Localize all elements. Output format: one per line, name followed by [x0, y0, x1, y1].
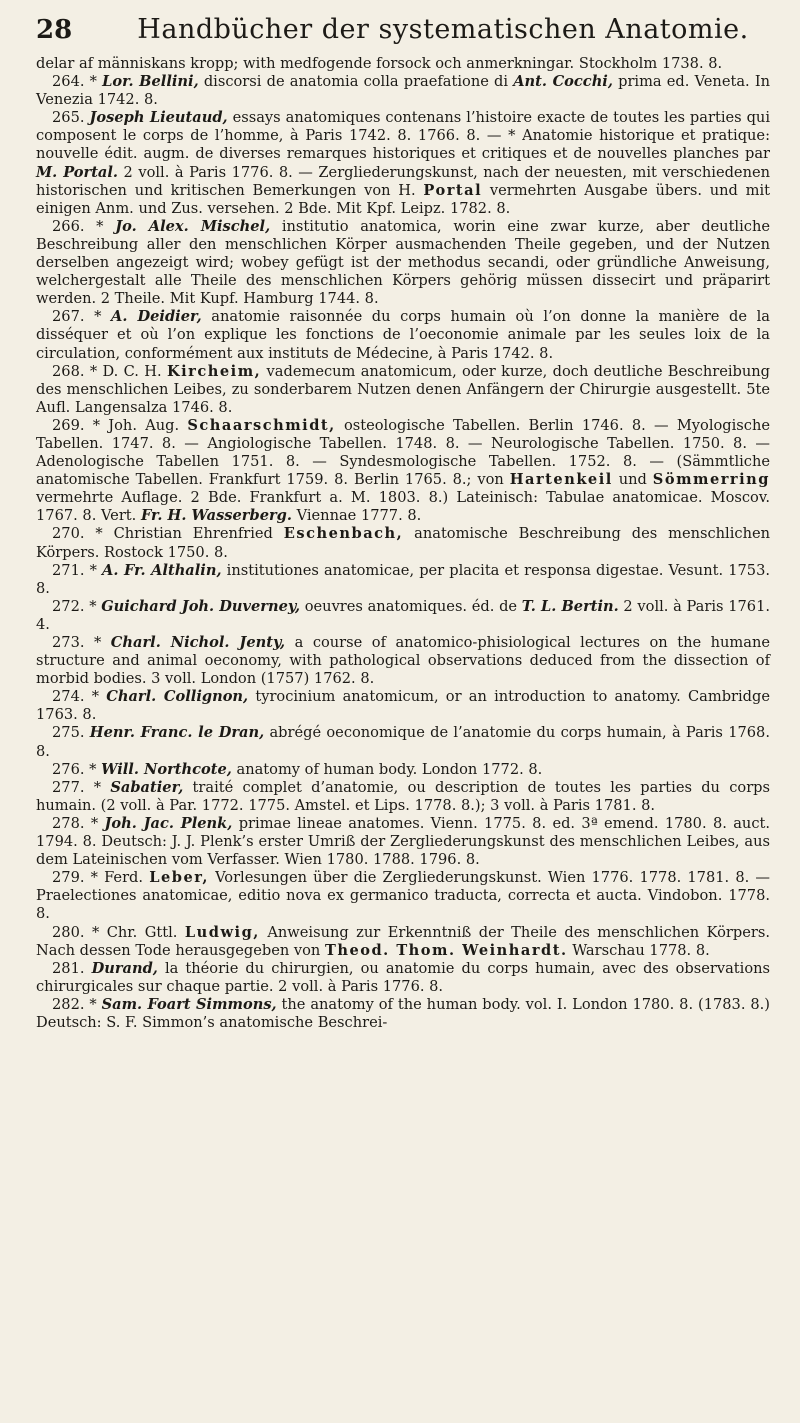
entry-text: Anweisung zur Erkenntniß der Theile des menschlichen Körpers. Nach dessen Tode herausgegeben von	[36, 923, 770, 959]
entry-text: 277. *	[52, 778, 111, 796]
bibliography-entry	[36, 996, 770, 1032]
bibliography-entry	[36, 109, 770, 218]
entry-text: 266. *	[52, 217, 116, 235]
bibliography-entry	[36, 562, 770, 598]
entry-text: 280. * Chr. Gttl.	[52, 923, 185, 941]
entry-text: institutiones anatomicae, per placita et responsa digestae. Vesunt. 1753. 8.	[36, 561, 770, 597]
entry-text: osteologische Tabellen. Berlin 1746. 8. — Myologische Tabellen. 1747. 8. — Angiologische Tabellen. 1748. 8. — Neurologische Tabellen. 1750. 8. — Adenologische Tabellen 1751. 8. — Syndesmologische Tabellen. 1752. 8. — (Sämmtliche anatomische Tabellen. Frankfurt 1759. 8. Berlin 1765. 8.; von	[36, 416, 770, 489]
entry-text: 282. *	[52, 995, 102, 1013]
entry-continuation	[36, 55, 770, 73]
entry-text: essays anatomiques contenans l’histoire exacte de toutes les parties qui composent le corps de l’homme, à Paris 1742. 8. 1766. 8. — * Anatomie historique et pratique: nouvelle édit. augm. de diverses remarques historiques et critiques et de nouvelles planches par	[36, 109, 770, 163]
entry-text: anatomy of human body. London 1772. 8.	[231, 760, 543, 778]
entry-text: delar af människans kropp; with medfogende forsock och anmerkningar. Stockholm 1738. 8.	[36, 55, 723, 72]
bibliography-entry	[36, 815, 770, 869]
entry-text: discorsi de anatomia colla praefatione di	[198, 73, 514, 91]
author-name: Ant. Cocchi,	[513, 73, 613, 91]
bibliography-entry	[36, 724, 770, 760]
author-name: Joh. Jac. Plenk,	[104, 814, 233, 832]
author-name: Fr. H. Wasserberg.	[140, 507, 292, 525]
entry-text: 269. * Joh. Aug.	[52, 416, 188, 434]
author-name: Sam. Foart Simmons,	[101, 995, 277, 1013]
entry-text: 279. * Ferd.	[52, 869, 150, 887]
entry-text: 2 voll. à Paris 1761. 4.	[36, 597, 770, 633]
entry-text: la théorie du chirurgien, ou anatomie du corps humain, avec des observations chirurgicales sur chaque partie. 2 voll. à Paris 1776. 8.	[36, 959, 771, 995]
author-name: Charl. Collignon,	[106, 688, 249, 706]
author-name: A. Fr. Althalin,	[102, 561, 222, 579]
entry-text: 281.	[52, 959, 92, 977]
entry-text: 265.	[52, 109, 90, 127]
author-name: Charl. Nichol. Jenty,	[110, 634, 286, 651]
spaced-name: Portal	[423, 181, 483, 199]
author-name: Guichard Joh. Duverney,	[101, 597, 301, 615]
author-name: M. Portal.	[36, 163, 119, 181]
entry-text: the anatomy of the human body. vol. I. London 1780. 8. (1783. 8.) Deutsch: S. F. Simmon’s anatomische Beschrei-	[36, 995, 770, 1031]
spaced-name: Leber,	[149, 869, 209, 887]
bibliography-entry	[36, 761, 770, 779]
entry-text: 267. *	[52, 308, 112, 326]
author-name: Durand,	[91, 959, 158, 977]
bibliography-entry	[36, 218, 770, 308]
bibliography-list	[36, 55, 770, 1032]
bibliography-entry	[36, 363, 770, 417]
spaced-name: Eschenbach,	[283, 525, 404, 543]
author-name: Lor. Bellini,	[102, 73, 199, 91]
entry-text: 2 voll. à Paris 1776. 8. — Zergliederungskunst, nach der neuesten, mit verschiedenen historischen und kritischen Bemerkungen von H.	[36, 163, 770, 199]
author-name: Henr. Franc. le Dran,	[89, 724, 265, 742]
bibliography-entry	[36, 598, 770, 634]
entry-text: 276. *	[52, 760, 102, 778]
author-name: Will. Northcote,	[101, 760, 232, 778]
entry-text: 271. *	[52, 561, 103, 579]
entry-text: prima ed. Veneta. In Venezia 1742. 8.	[36, 73, 770, 109]
spaced-name: Kircheim,	[166, 362, 262, 380]
bibliography-entry	[36, 308, 770, 362]
entry-text: anatomie raisonnée du corps humain où l’on donne la manière de la disséquer et où l’on explique les fonctions de l’oeconomie animale par les seules loix de la circulation, conformément aux instituts de Médecine, à Paris 1742. 8.	[36, 308, 770, 362]
entry-text: oeuvres anatomiques. éd. de	[300, 597, 522, 615]
running-title: Handbücher der systematischen Anatomie.	[137, 14, 749, 45]
bibliography-entry	[36, 417, 770, 526]
entry-text: Vorlesungen über die Zergliederungskunst. Wien 1776. 1778. 1781. 8. — Praelectiones anatomicae, editio nova ex germanico traducta, correcta et aucta. Vindobon. 1778. 8.	[36, 869, 770, 923]
bibliography-entry	[36, 960, 770, 996]
entry-text: tyrocinium anatomicum, or an introduction to anatomy. Cambridge 1763. 8.	[36, 688, 771, 724]
bibliography-entry	[36, 688, 770, 724]
entry-text: 264. *	[52, 73, 103, 91]
entry-text: vermehrten Ausgabe übers. und mit einigen Anm. und Zus. versehen. 2 Bde. Mit Kpf. Leipz. 1782. 8.	[36, 181, 770, 217]
spaced-name: Theod. Thom. Weinhardt.	[324, 941, 568, 959]
bibliography-entry	[36, 924, 770, 960]
entry-text: Viennae 1777. 8.	[291, 507, 422, 525]
entry-text: vermehrte Auflage. 2 Bde. Frankfurt a. M. 1803. 8.) Lateinisch: Tabulae anatomicae. Moscov. 1767. 8. Vert.	[36, 489, 770, 525]
bibliography-entry	[36, 634, 770, 688]
entry-text: 278. *	[52, 814, 105, 832]
bibliography-entry	[36, 525, 770, 561]
entry-text: anatomische Beschreibung des menschlichen Körpers. Rostock 1750. 8.	[36, 525, 770, 561]
author-name: T. L. Bertin.	[521, 597, 619, 615]
entry-text: 270. * Christian Ehrenfried	[52, 525, 284, 543]
bibliography-entry	[36, 869, 770, 923]
author-name: Jo. Alex. Mischel,	[115, 217, 271, 235]
entry-text: 272. *	[52, 597, 102, 615]
author-name: Joseph Lieutaud,	[89, 109, 228, 127]
entry-text: traité complet d’anatomie, ou description de toutes les parties du corps humain. (2 voll. à Par. 1772. 1775. Amstel. et Lips. 1778. 8.); 3 voll. à Paris 1781. 8.	[36, 778, 770, 814]
spaced-name: Schaarschmidt,	[187, 416, 336, 434]
entry-text: abrégé oeconomique de l’anatomie du corps humain, à Paris 1768. 8.	[36, 724, 770, 760]
bibliography-entry	[36, 73, 770, 109]
entry-text: und	[612, 471, 653, 489]
entry-text: institutio anatomica, worin eine zwar kurze, aber deutliche Beschreibung aller den menschlichen Körper ausmachenden Theile gegeben, und der Nutzen derselben angezeigt wird; wobey gefügt ist der methodus secandi, oder gründliche Anweisung, welchergestalt alle Theile des menschlichen Körpers gehörig müssen dissecirt und präparirt werden. 2 Theile. Mit Kupf. Hamburg 1744. 8.	[36, 217, 770, 308]
page-header	[36, 14, 770, 45]
spaced-name: Ludwig,	[184, 923, 260, 941]
entry-text: 274. *	[52, 688, 107, 706]
entry-text: Warschau 1778. 8.	[567, 941, 710, 959]
author-name: A. Deidier,	[111, 308, 202, 326]
page-number: 28	[36, 15, 73, 45]
bibliography-entry	[36, 779, 770, 815]
entry-text: a course of anatomico-phisiological lectures on the humane structure and animal oeconomy, with pathological observations deduced from the dissection of morbid bodies. 3 voll. London (1757) 1762. 8.	[36, 634, 770, 688]
entry-text: 273. *	[52, 634, 111, 651]
author-name: Sabatier,	[110, 778, 184, 796]
entry-text: primae lineae anatomes. Vienn. 1775. 8. ed. 3ª emend. 1780. 8. auct. 1794. 8. Deutsch: J. J. Plenk’s erster Umriß der Zergliederungskunst des menschlichen Leibes, aus dem Lateinischen vom Verfasser. Wien 1780. 1788. 1796. 8.	[36, 814, 771, 869]
entry-text: 275.	[52, 724, 90, 742]
spaced-name: Sömmerring	[652, 471, 770, 489]
entry-text: vademecum anatomicum, oder kurze, doch deutliche Beschreibung des menschlichen Leibes, zu sonderbarem Nutzen denen Anfängern der Chirurgie ausgestellt. 5te Aufl. Langensalza 1746. 8.	[36, 362, 770, 416]
spaced-name: Hartenkeil	[509, 471, 613, 489]
entry-text: 268. * D. C. H.	[52, 362, 167, 380]
